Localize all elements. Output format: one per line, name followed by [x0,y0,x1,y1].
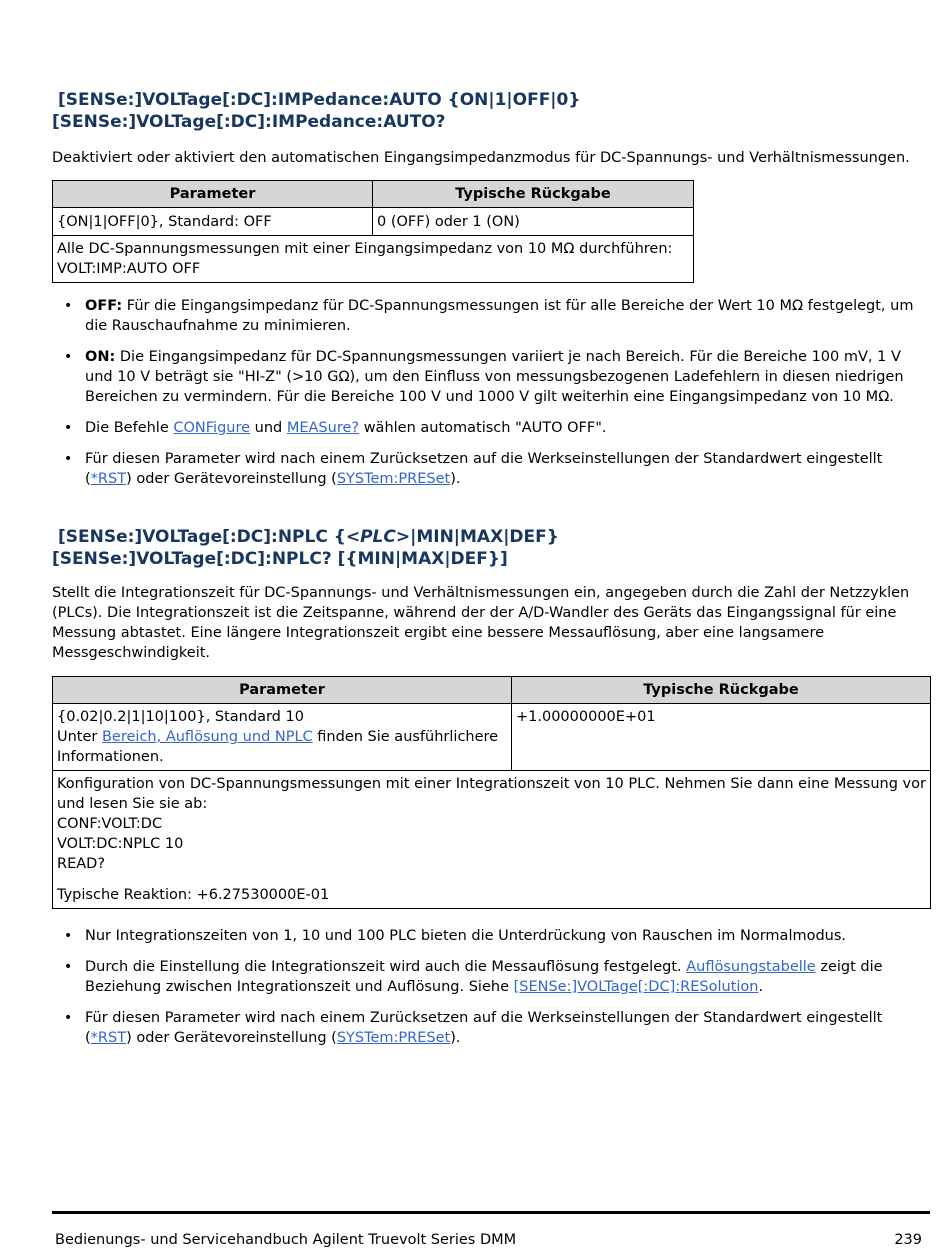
link-voltage-resolution[interactable]: [SENSe:]VOLTage[:DC]:RESolution [513,979,759,995]
table-cell-parameter: {ON|1|OFF|0}, Standard: OFF [53,208,373,236]
link-configure[interactable]: CONFigure [173,420,251,436]
bullet-text: Für die Eingangsimpedanz für DC-Spannungsmessungen ist für alle Bereiche der Wert 10 MΩ festgelegt, um die Rauschaufnahme zu minimieren. [85,298,914,334]
table-example-cell [53,771,931,909]
heading-text: >|MIN|MAX|DEF} [395,527,559,547]
bullet-text: ) oder Gerätevoreinstellung ( [126,471,337,487]
list-item [52,296,930,336]
bullet-text: . [758,979,764,995]
list-item [52,449,930,489]
section-heading-impedance-auto [52,89,580,133]
table-cell-return: +1.00000000E+01 [512,704,931,771]
example-command: CONF:VOLT:DC [57,816,163,832]
heading-line-2: [SENSe:]VOLTage[:DC]:IMPedance:AUTO? [52,112,446,132]
bullet-text: Für diesen Parameter wird nach einem Zurücksetzen auf die Werkseinstellungen der Standardwert eingestellt ( [85,1010,883,1046]
heading-line-2: [SENSe:]VOLTage[:DC]:NPLC? [{MIN|MAX|DEF}] [52,549,508,569]
parameter-note [57,727,507,767]
note-text: finden Sie ausführlichere Informationen. [57,729,499,765]
list-item [52,347,930,407]
parameter-table [52,180,694,283]
heading-line-1: [SENSe:]VOLTage[:DC]:IMPedance:AUTO {ON|1|OFF|0} [58,90,581,110]
example-command: READ? [57,856,106,872]
link-system-preset[interactable]: SYSTem:PRESet [336,1030,451,1046]
section-description: Deaktiviert oder aktiviert den automatischen Eingangsimpedanzmodus für DC-Spannungs- und Verhältnismessungen. [52,150,910,166]
table-header-return: Typische Rückgabe [373,181,694,208]
heading-line-1 [52,526,559,548]
notes-list [52,296,930,500]
heading-placeholder: PLC [360,527,396,547]
section-heading-nplc [52,526,559,570]
footer-title: Bedienungs- und Servicehandbuch Agilent Truevolt Series DMM [55,1232,517,1248]
notes-list [52,926,930,1059]
link-system-preset[interactable]: SYSTem:PRESet [336,471,451,487]
bullet-text: Die Eingangsimpedanz für DC-Spannungsmessungen variiert je nach Bereich. Für die Bereiche 100 mV, 1 V und 10 V beträgt sie "HI-Z" (>10 GΩ), um den Einfluss von messungsbezogenen Ladefehlern in diesen niedrigen Bereichen zu vermindern. Für die Bereiche 100 V und 1000 V gilt weiterhin eine Eingangsimpedanz von 10 MΩ. [85,349,904,405]
link-rst[interactable]: *RST [90,1030,127,1046]
table-cell-parameter [53,704,512,771]
bullet-text: Für diesen Parameter wird nach einem Zurücksetzen auf die Werkseinstellungen der Standardwert eingestellt ( [85,451,883,487]
example-description: Alle DC-Spannungsmessungen mit einer Eingangsimpedanz von 10 MΩ durchführen: [57,241,673,257]
heading-text: [SENSe:]VOLTage[:DC]:NPLC {< [58,527,361,547]
link-rst[interactable]: *RST [90,471,127,487]
table-header-return: Typische Rückgabe [512,677,931,704]
list-item [52,1008,930,1048]
link-resolution-table[interactable]: Auflösungstabelle [686,959,816,975]
bullet-text: Durch die Einstellung die Integrationszeit wird auch die Messauflösung festgelegt. [85,959,687,975]
bullet-text: ) oder Gerätevoreinstellung ( [126,1030,337,1046]
list-item [52,926,930,946]
footer-divider [52,1211,930,1214]
bullet-label-off: OFF: [85,298,123,314]
parameter-table [52,676,931,909]
example-command: VOLT:DC:NPLC 10 [57,836,184,852]
example-response: Typische Reaktion: +6.27530000E-01 [57,887,330,903]
bullet-text: Nur Integrationszeiten von 1, 10 und 100 PLC bieten die Unterdrückung von Rauschen im Normalmodus. [85,928,847,944]
bullet-text: und [250,420,287,436]
page-number: 239 [894,1232,922,1248]
table-header-parameter: Parameter [53,181,373,208]
link-measure[interactable]: MEASure? [286,420,360,436]
bullet-text: Die Befehle [85,420,174,436]
table-example-cell [53,236,694,283]
note-text: Unter [57,729,102,745]
section-description: Stellt die Integrationszeit für DC-Spannungs- und Verhältnismessungen ein, angegeben durch die Zahl der Netzzyklen (PLCs). Die Integrationszeit ist die Zeitspanne, während der der A/D-Wandler des Geräts das Eingangssignal für eine Messung abtastet. Eine längere Integrationszeit ergibt eine bessere Messauflösung, aber eine langsamere Messgeschwindigkeit. [52,585,910,661]
example-description: Konfiguration von DC-Spannungsmessungen mit einer Integrationszeit von 10 PLC. Nehmen Sie dann eine Messung vor und lesen Sie sie ab: [57,776,926,812]
bullet-label-on: ON: [85,349,116,365]
bullet-text: zeigt die Beziehung zwischen Integrationszeit und Auflösung. Siehe [85,959,883,995]
parameter-values: {0.02|0.2|1|10|100}, Standard 10 [57,709,304,725]
table-header-parameter: Parameter [53,677,512,704]
list-item [52,418,930,438]
table-cell-return: 0 (OFF) oder 1 (ON) [373,208,694,236]
list-item [52,957,930,997]
bullet-text: ). [450,471,461,487]
link-range-resolution-nplc[interactable]: Bereich, Auflösung und NPLC [101,729,313,745]
example-command: VOLT:IMP:AUTO OFF [57,261,201,277]
bullet-text: ). [450,1030,461,1046]
bullet-text: wählen automatisch "AUTO OFF". [359,420,607,436]
